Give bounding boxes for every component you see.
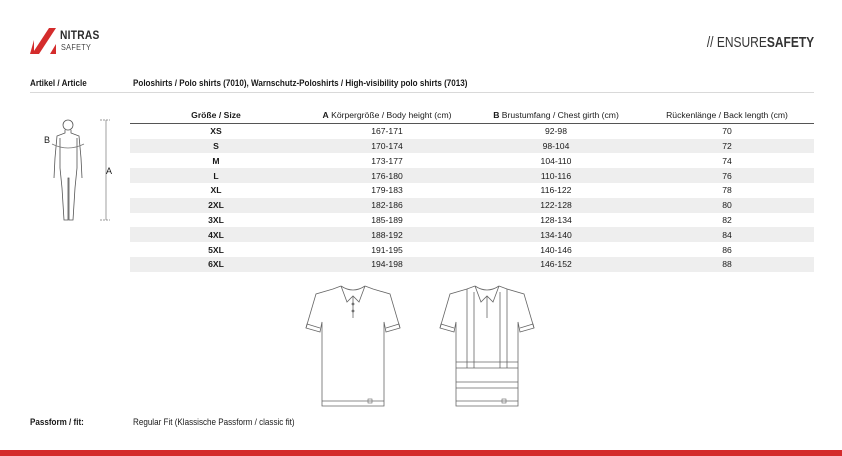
fit-value: Regular Fit (Klassische Passform / classic fit) bbox=[133, 417, 295, 428]
nitras-logo bbox=[30, 26, 110, 60]
size-table bbox=[130, 108, 814, 272]
table-row: 5XL 191-195 140-146 86 bbox=[208, 244, 732, 255]
hivis-polo-shirt-icon bbox=[438, 282, 536, 410]
table-row: XS 167-171 92-98 70 bbox=[210, 126, 732, 137]
slogan-bold: SAFETY bbox=[766, 34, 814, 51]
header-size: Größe / Size bbox=[130, 108, 302, 123]
hivis-polo-shirt-illustration bbox=[438, 282, 536, 415]
header-back: Rückenlänge / Back length (cm) bbox=[640, 108, 814, 123]
label-a: A bbox=[106, 166, 113, 176]
header-chest: B Brustumfang / Chest girth (cm) bbox=[472, 108, 640, 123]
article-label: Artikel / Article bbox=[30, 78, 87, 89]
slogan-prefix: // ENSURE bbox=[706, 34, 767, 51]
table-row: 4XL 188-192 134-140 84 bbox=[130, 227, 814, 242]
table-row: 3XL 185-189 128-134 82 bbox=[208, 214, 732, 225]
table-row: XL 179-183 116-122 78 bbox=[210, 185, 732, 196]
fit-label: Passform / fit: bbox=[30, 417, 84, 428]
nitras-logo-icon bbox=[30, 26, 58, 56]
polo-shirt-icon bbox=[304, 282, 402, 410]
polo-shirt-illustration bbox=[304, 282, 402, 415]
slogan bbox=[707, 34, 814, 51]
body-measure-figure bbox=[44, 118, 116, 226]
brand-name: NITRAS bbox=[60, 28, 100, 42]
table-header-row bbox=[130, 108, 814, 123]
label-b: B bbox=[44, 135, 51, 145]
brand-sub: SAFETY bbox=[61, 42, 92, 52]
table-row: M 173-177 104-110 74 bbox=[212, 155, 732, 166]
article-value: Poloshirts / Polo shirts (7010), Warnschutz-Poloshirts / High-visibility polo shirts (7013) bbox=[133, 78, 468, 89]
table-row: S 170-174 98-104 72 bbox=[130, 139, 814, 154]
table-row: 2XL 182-186 122-128 80 bbox=[130, 198, 814, 213]
bottom-accent-bar bbox=[0, 450, 842, 456]
article-row bbox=[30, 78, 814, 93]
table-row: 6XL 194-198 146-152 88 bbox=[130, 257, 814, 272]
table-row: L 176-180 110-116 76 bbox=[130, 168, 814, 183]
header-height: A Körpergröße / Body height (cm) bbox=[302, 108, 472, 123]
